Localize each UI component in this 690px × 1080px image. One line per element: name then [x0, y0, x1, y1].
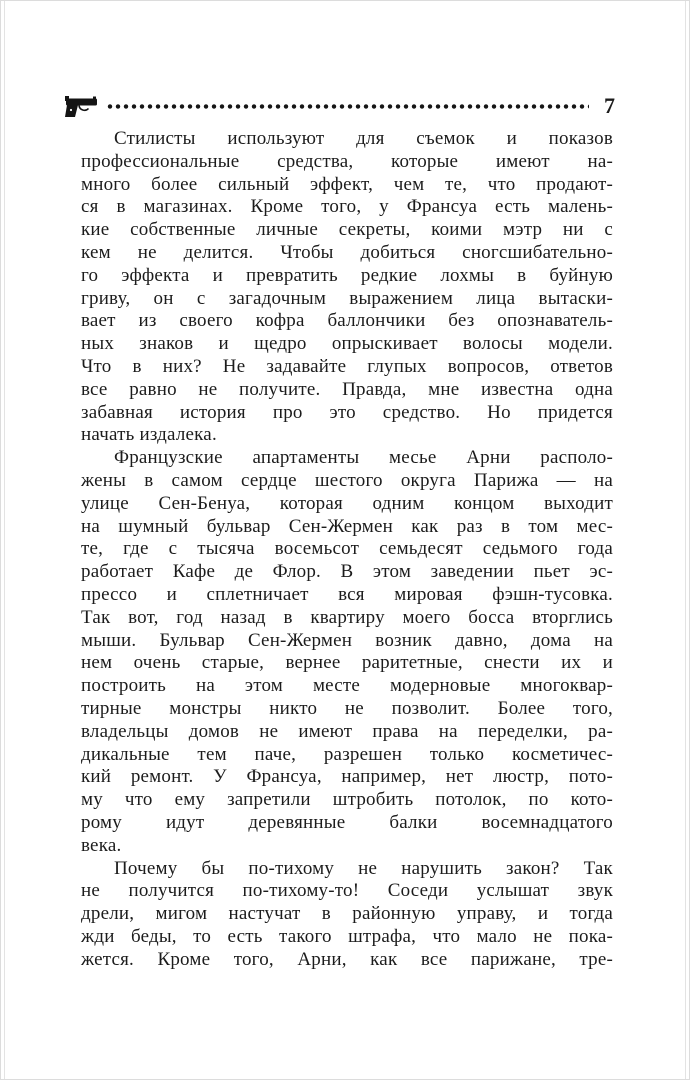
text-line: тирные монстры никто не позволит. Более того, — [81, 697, 613, 719]
text-line: владельцы домов не имеют права на переделки, ра- — [81, 720, 613, 742]
text-line: гриву, он с загадочным выражением лица вытаски- — [81, 287, 613, 309]
text-line: кие собственные личные секреты, коими мэтр ни с — [81, 219, 613, 241]
dotted-line — [107, 103, 589, 110]
text-line: ных знаков и щедро опрыскивает волосы модели. — [81, 333, 613, 355]
text-line: ся в магазинах. Кроме того, у Франсуа есть малень- — [81, 196, 613, 218]
revolver-icon — [65, 94, 101, 118]
text-line: все равно не получите. Правда, мне известна одна — [81, 378, 613, 400]
page-header — [65, 92, 615, 120]
text-line: прессо и сплетничает вся мировая фэшн-тусовка. — [81, 583, 613, 605]
text-line: Почему бы по-тихому не нарушить закон? Так — [114, 857, 613, 879]
text-line: нем очень старые, вернее раритетные, снести их и — [81, 652, 613, 674]
text-line: мыши. Бульвар Сен-Жермен возник давно, дома на — [81, 629, 613, 651]
text-line: на шумный бульвар Сен-Жермен как раз в том мес- — [81, 515, 613, 537]
text-line: начать издалека. — [81, 424, 217, 446]
paragraph — [81, 447, 613, 857]
paragraph — [81, 128, 613, 447]
text-line: жди беды, то есть такого штрафа, что мало не пока- — [81, 925, 613, 947]
paragraph — [81, 858, 613, 972]
text-line: кем не делится. Чтобы добиться сногсшибательно- — [81, 241, 613, 263]
text-line: Так вот, год назад в квартиру моего босса вторглись — [81, 606, 613, 628]
text-line: работает Кафе де Флор. В этом заведении пьет эс- — [81, 561, 613, 583]
text-line: вает из своего кофра баллончики без опознаватель- — [81, 310, 613, 332]
text-line: Французские апартаменты месье Арни располо- — [114, 447, 613, 469]
body-text — [81, 128, 613, 971]
text-line: му что ему запретили штробить потолок, по кото- — [81, 789, 613, 811]
page-number: 7 — [604, 93, 615, 118]
text-line: го эффекта и превратить редкие лохмы в буйную — [81, 264, 613, 286]
text-line: Стилисты используют для съемок и показов — [114, 128, 613, 149]
text-line: построить на этом месте модерновые многоквар- — [81, 675, 613, 697]
text-line: улице Сен-Бенуа, которая одним концом выходит — [81, 492, 613, 514]
text-line: дрели, мигом настучат в районную управу, и тогда — [81, 903, 613, 925]
text-line: много более сильный эффект, чем те, что продают- — [81, 173, 613, 195]
text-line: не получится по-тихому-то! Соседи услышат звук — [81, 880, 613, 902]
text-line: жется. Кроме того, Арни, как все парижане, тре- — [81, 948, 613, 970]
text-line: кий ремонт. У Франсуа, например, нет люстр, пото- — [81, 766, 613, 788]
text-line: жены в самом сердце шестого округа Парижа — на — [81, 469, 613, 491]
text-line: рому идут деревянные балки восемнадцатого — [81, 811, 613, 833]
text-line: те, где с тысяча восемьсот семьдесят седьмого года — [81, 538, 613, 560]
text-line: профессиональные средства, которые имеют на- — [81, 150, 613, 172]
text-line: дикальные тем паче, разрешен только косметичес- — [81, 743, 613, 765]
text-line: века. — [81, 834, 122, 856]
text-line: забавная история про это средство. Но придется — [81, 401, 613, 423]
text-line: Что в них? Не задавайте глупых вопросов, ответов — [81, 355, 613, 377]
